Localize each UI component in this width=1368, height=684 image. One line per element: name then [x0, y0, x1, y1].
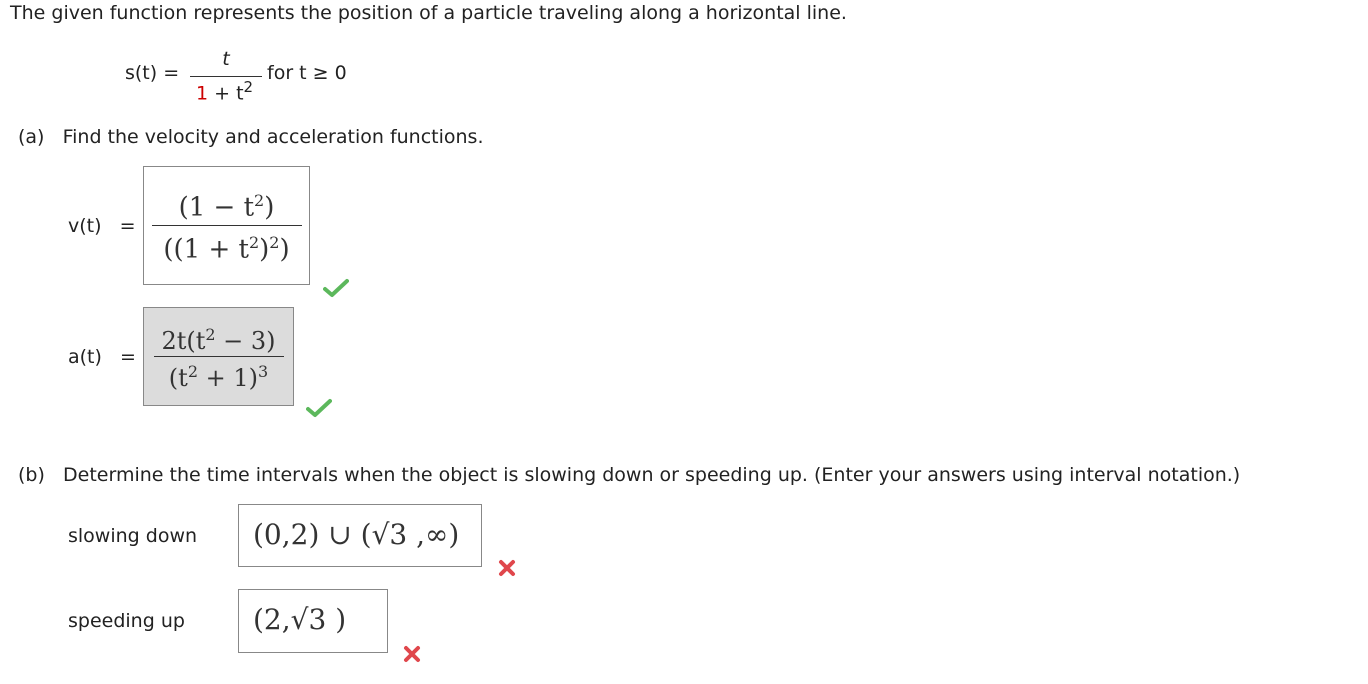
x-mark-icon: [497, 558, 517, 578]
velocity-denominator-mid: ): [259, 234, 270, 265]
acceleration-equals: =: [120, 346, 136, 368]
check-mark-icon: [306, 398, 332, 418]
part-a-heading: [18, 126, 484, 148]
check-mark-icon: [323, 278, 349, 298]
speeding-up-label: speeding up: [68, 610, 185, 632]
velocity-denominator: [163, 226, 289, 267]
acceleration-answer-box[interactable]: [143, 307, 294, 406]
slowing-down-value: (0,2) ∪ (√3 ,∞): [253, 518, 460, 551]
highlighted-term: 1: [196, 82, 209, 105]
slowing-down-label: slowing down: [68, 525, 198, 547]
acceleration-label-row: [68, 346, 136, 368]
part-b-label: (b): [18, 464, 45, 486]
velocity-denominator-text: ((1 + t: [163, 234, 249, 265]
position-function-lhs: s(t) =: [125, 62, 180, 84]
velocity-equals: =: [119, 215, 136, 237]
part-a-prompt: Find the velocity and acceleration functions.: [62, 126, 484, 148]
velocity-label: v(t): [68, 215, 102, 237]
velocity-denominator-exp2: 2: [269, 233, 280, 252]
acceleration-numerator-text: 2t(t: [161, 327, 206, 355]
position-numerator: t: [222, 48, 230, 70]
acceleration-numerator-exp: 2: [205, 325, 216, 344]
speeding-up-answer-box[interactable]: [238, 589, 388, 653]
acceleration-denominator-exp2: 3: [258, 362, 269, 381]
denominator-rest: + t: [208, 82, 244, 105]
slowing-down-answer-box[interactable]: [238, 504, 482, 567]
velocity-numerator-exp: 2: [254, 191, 265, 211]
acceleration-denominator-mid: + 1): [198, 364, 258, 392]
part-b-prompt: Determine the time intervals when the object is slowing down or speeding up. (Enter your answers using interval notation.): [63, 464, 1241, 486]
velocity-label-row: [68, 215, 136, 237]
part-a-label: (a): [18, 126, 45, 148]
velocity-numerator: [179, 184, 275, 225]
denominator-exponent: 2: [243, 78, 254, 96]
problem-intro: The given function represents the position of a particle traveling along a horizontal line.: [10, 2, 847, 24]
fraction-bar: [190, 76, 262, 77]
part-b-heading: [18, 464, 1240, 486]
acceleration-denominator: [169, 357, 268, 393]
velocity-numerator-text: (1 − t: [178, 193, 255, 223]
velocity-denominator-close: ): [279, 234, 290, 265]
position-function-fraction: [190, 46, 262, 108]
acceleration-label: a(t): [68, 346, 102, 368]
acceleration-denominator-exp1: 2: [187, 362, 198, 381]
velocity-denominator-exp1: 2: [248, 233, 260, 252]
acceleration-denominator-text: (t: [168, 364, 188, 392]
speeding-up-value: (2,√3 ): [253, 603, 347, 636]
x-mark-icon: [402, 644, 422, 664]
velocity-answer-box[interactable]: [143, 166, 310, 285]
position-condition: for t ≥ 0: [267, 62, 347, 84]
velocity-numerator-close: ): [264, 193, 275, 223]
acceleration-numerator-close: − 3): [215, 327, 276, 355]
position-denominator: [196, 78, 253, 104]
acceleration-numerator: [161, 320, 275, 356]
